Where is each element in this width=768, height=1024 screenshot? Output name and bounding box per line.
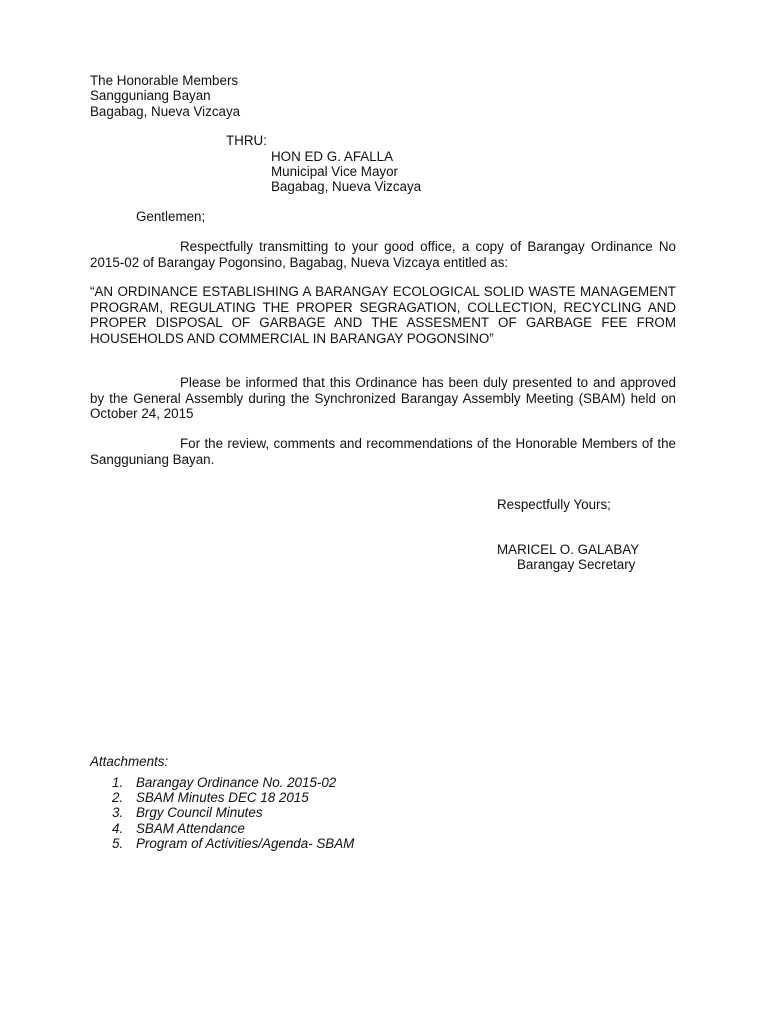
signatory-title: Barangay Secretary xyxy=(517,557,636,572)
complimentary-close: Respectfully Yours; xyxy=(497,497,611,512)
attachment-text: SBAM Minutes DEC 18 2015 xyxy=(136,790,309,806)
body-paragraph-3: For the review, comments and recommendations of the Honorable Members of the Sangguniang Bayan. xyxy=(90,436,676,467)
attachment-item xyxy=(90,805,354,820)
addressee-line-1: The Honorable Members xyxy=(90,73,239,88)
attachment-item xyxy=(90,836,354,851)
thru-name: HON ED G. AFALLA xyxy=(271,149,394,164)
attachment-number: 5. xyxy=(112,835,124,851)
attachment-item xyxy=(90,790,354,805)
attachment-text: Barangay Ordinance No. 2015-02 xyxy=(136,775,337,790)
ordinance-title: “AN ORDINANCE ESTABLISHING A BARANGAY ECOLOGICAL SOLID WASTE MANAGEMENT PROGRAM, REGULATING THE PROPER SEGRAGATION, COLLECTION, RECYCLING AND PROPER DISPOSAL OF GARBAGE AND THE ASSESMENT OF GARBAGE FEE FROM HOUSEHOLDS AND COMMERCIAL IN BARANGAY POGONSINO” xyxy=(90,284,676,346)
thru-title: Municipal Vice Mayor xyxy=(271,164,399,179)
attachment-text: Program of Activities/Agenda- SBAM xyxy=(136,835,355,851)
body-paragraph-2: Please be informed that this Ordinance has been duly presented to and approved by the General Assembly during the Synchronized Barangay Assembly Meeting (SBAM) held on October 24, 2015 xyxy=(90,375,676,421)
salutation: Gentlemen; xyxy=(136,209,206,224)
attachment-text: Brgy Council Minutes xyxy=(136,805,263,821)
attachments-heading: Attachments: xyxy=(90,754,169,769)
signatory-name: MARICEL O. GALABAY xyxy=(497,542,640,557)
attachment-number: 3. xyxy=(112,805,124,821)
attachment-number: 2. xyxy=(112,790,124,806)
thru-label: THRU: xyxy=(226,133,267,148)
attachment-number: 1. xyxy=(112,775,124,790)
attachments-list xyxy=(90,775,354,851)
addressee-line-3: Bagabag, Nueva Vizcaya xyxy=(90,104,241,119)
attachment-number: 4. xyxy=(112,820,124,836)
addressee-line-2: Sangguniang Bayan xyxy=(90,88,211,103)
attachment-item xyxy=(90,821,354,836)
attachment-item xyxy=(90,775,354,790)
attachment-text: SBAM Attendance xyxy=(136,820,245,836)
body-paragraph-1: Respectfully transmitting to your good office, a copy of Barangay Ordinance No 2015-02 of Barangay Pogonsino, Bagabag, Nueva Vizcaya entitled as: xyxy=(90,239,676,270)
thru-address: Bagabag, Nueva Vizcaya xyxy=(271,179,422,194)
